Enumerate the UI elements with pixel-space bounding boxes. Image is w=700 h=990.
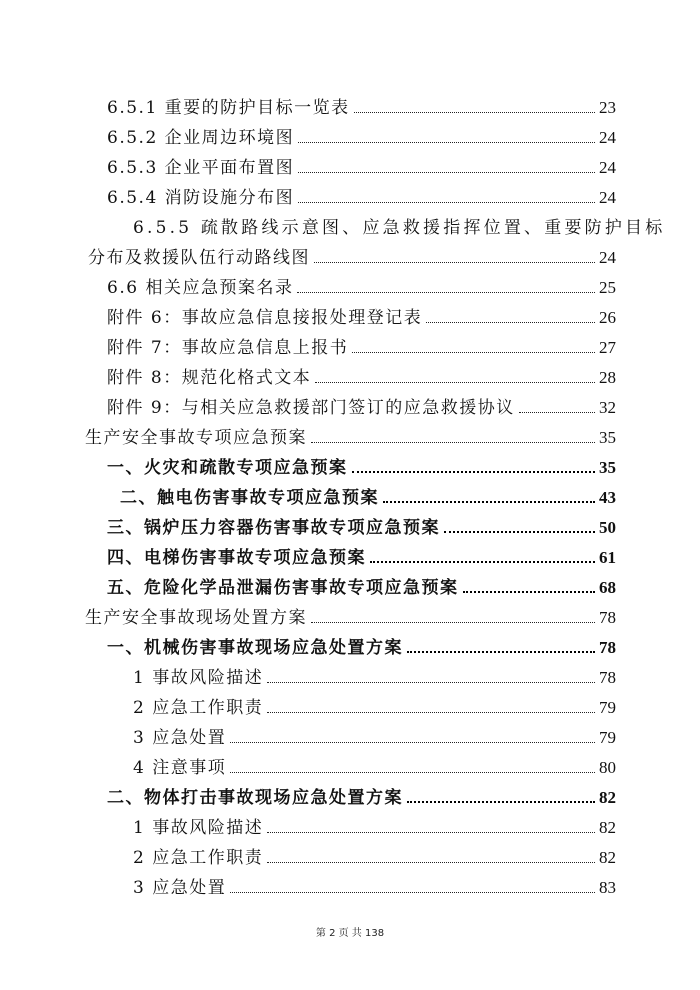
toc-entry[interactable] bbox=[120, 478, 616, 508]
toc-page-number: 79 bbox=[599, 728, 616, 747]
toc-page-number: 28 bbox=[599, 368, 616, 387]
toc-entry-title: 二、物体打击事故现场应急处置方案 bbox=[107, 788, 403, 808]
toc-entry-title: 附件 6：事故应急信息接报处理登记表 bbox=[107, 308, 423, 328]
toc-entry-title: 三、锅炉压力容器伤害事故专项应急预案 bbox=[107, 518, 440, 538]
toc-page-number: 35 bbox=[599, 458, 616, 477]
toc-leader-dots bbox=[311, 622, 595, 623]
toc-entry[interactable] bbox=[107, 388, 616, 418]
toc-page-number: 82 bbox=[599, 788, 616, 807]
toc-leader-dots bbox=[267, 682, 595, 683]
toc-entry-title: 6.5.4 消防设施分布图 bbox=[107, 188, 295, 208]
toc-entry-title: 6.5.3 企业平面布置图 bbox=[107, 158, 295, 178]
toc-page-number: 24 bbox=[599, 188, 616, 207]
toc-entry-title: 3 应急处置 bbox=[133, 878, 227, 898]
toc-page-number: 24 bbox=[599, 248, 616, 267]
toc-entry[interactable] bbox=[107, 328, 616, 358]
toc-leader-dots bbox=[407, 651, 595, 653]
toc-entry-title: 二、触电伤害事故专项应急预案 bbox=[120, 488, 379, 508]
toc-leader-dots bbox=[314, 262, 595, 263]
toc-leader-dots bbox=[426, 322, 595, 323]
toc-entry[interactable] bbox=[107, 268, 616, 298]
toc-leader-dots bbox=[298, 142, 595, 143]
toc-entry-title: 四、电梯伤害事故专项应急预案 bbox=[107, 548, 366, 568]
toc-entry[interactable] bbox=[107, 88, 616, 118]
toc-leader-dots bbox=[297, 292, 595, 293]
toc-page-number: 78 bbox=[599, 638, 616, 657]
toc-page-number: 79 bbox=[599, 698, 616, 717]
toc-entry[interactable] bbox=[133, 208, 666, 238]
toc-leader-dots bbox=[383, 501, 595, 503]
toc-page-number: 35 bbox=[599, 428, 616, 447]
toc-leader-dots bbox=[519, 412, 595, 413]
toc-entry-title: 1 事故风险描述 bbox=[133, 668, 264, 688]
toc-entry-title: 分布及救援队伍行动路线图 bbox=[88, 248, 310, 268]
toc-leader-dots bbox=[267, 862, 595, 863]
page-footer: 第 2 页 共 138 bbox=[315, 928, 385, 939]
toc-page-number: 61 bbox=[599, 548, 616, 567]
toc-entry-title: 一、机械伤害事故现场应急处置方案 bbox=[107, 638, 403, 658]
toc-entry[interactable] bbox=[133, 838, 616, 868]
toc-page-number: 43 bbox=[599, 488, 616, 507]
toc-entry-title: 6.5.5 疏散路线示意图、应急救援指挥位置、重要防护目标 bbox=[133, 218, 666, 238]
toc-entry[interactable] bbox=[107, 148, 616, 178]
toc-entry-title: 附件 9：与相关应急救援部门签订的应急救援协议 bbox=[107, 398, 515, 418]
toc-page-number: 26 bbox=[599, 308, 616, 327]
toc-page-number: 80 bbox=[599, 758, 616, 777]
toc-page-number: 24 bbox=[599, 158, 616, 177]
toc-entry[interactable] bbox=[107, 178, 616, 208]
toc-leader-dots bbox=[298, 202, 595, 203]
toc-leader-dots bbox=[354, 112, 595, 113]
toc-leader-dots bbox=[352, 471, 596, 473]
toc-entry[interactable] bbox=[133, 718, 616, 748]
toc-page-number: 83 bbox=[599, 878, 616, 897]
toc-entry[interactable] bbox=[107, 778, 616, 808]
toc-entry[interactable] bbox=[85, 418, 616, 448]
toc-entry[interactable] bbox=[107, 298, 616, 328]
toc-entry[interactable] bbox=[107, 358, 616, 388]
toc-entry[interactable] bbox=[107, 448, 616, 478]
toc-leader-dots bbox=[444, 531, 595, 533]
toc-entry-title: 生产安全事故现场处置方案 bbox=[85, 608, 307, 628]
toc-page-number: 25 bbox=[599, 278, 616, 297]
toc-entry-title: 2 应急工作职责 bbox=[133, 848, 264, 868]
toc-leader-dots bbox=[407, 801, 595, 803]
toc-entry-title: 附件 7：事故应急信息上报书 bbox=[107, 338, 349, 358]
toc-entry-title: 6.5.1 重要的防护目标一览表 bbox=[107, 98, 350, 118]
toc-page-number: 50 bbox=[599, 518, 616, 537]
toc-entry[interactable] bbox=[133, 808, 616, 838]
toc-leader-dots bbox=[230, 892, 595, 893]
toc-entry-title: 一、火灾和疏散专项应急预案 bbox=[107, 458, 348, 478]
toc-entry[interactable] bbox=[107, 628, 616, 658]
toc-page-number: 82 bbox=[599, 848, 616, 867]
toc-page-number: 78 bbox=[599, 668, 616, 687]
toc-leader-dots bbox=[267, 712, 595, 713]
toc-leader-dots bbox=[298, 172, 595, 173]
toc-entry[interactable] bbox=[88, 238, 616, 268]
toc-entry[interactable] bbox=[133, 868, 616, 898]
toc-entry-title: 6.5.2 企业周边环境图 bbox=[107, 128, 295, 148]
toc-page-number: 68 bbox=[599, 578, 616, 597]
toc-entry[interactable] bbox=[107, 538, 616, 568]
toc-entry-title: 3 应急处置 bbox=[133, 728, 227, 748]
toc-entry-title: 生产安全事故专项应急预案 bbox=[85, 428, 307, 448]
toc-leader-dots bbox=[230, 772, 595, 773]
toc-entry-title: 五、危险化学品泄漏伤害事故专项应急预案 bbox=[107, 578, 459, 598]
toc-page-number: 23 bbox=[599, 98, 616, 117]
toc-entry-title: 4 注意事项 bbox=[133, 758, 227, 778]
toc-leader-dots bbox=[267, 832, 595, 833]
toc-page-number: 24 bbox=[599, 128, 616, 147]
toc-page-number: 82 bbox=[599, 818, 616, 837]
toc-leader-dots bbox=[352, 352, 595, 353]
toc-leader-dots bbox=[230, 742, 595, 743]
toc-entry[interactable] bbox=[107, 508, 616, 538]
toc-leader-dots bbox=[311, 442, 595, 443]
toc-entry-title: 附件 8：规范化格式文本 bbox=[107, 368, 312, 388]
toc-entry-title: 6.6 相关应急预案名录 bbox=[107, 278, 294, 298]
toc-entry-title: 2 应急工作职责 bbox=[133, 698, 264, 718]
toc-page-number: 27 bbox=[599, 338, 616, 357]
toc-entry[interactable] bbox=[107, 568, 616, 598]
toc-entry[interactable] bbox=[85, 598, 616, 628]
toc-leader-dots bbox=[315, 382, 595, 383]
toc-entry[interactable] bbox=[133, 688, 616, 718]
toc-page-number: 78 bbox=[599, 608, 616, 627]
toc-entry-title: 1 事故风险描述 bbox=[133, 818, 264, 838]
toc-entry[interactable] bbox=[107, 118, 616, 148]
toc-entry[interactable] bbox=[133, 658, 616, 688]
toc-entry[interactable] bbox=[133, 748, 616, 778]
toc-leader-dots bbox=[463, 591, 596, 593]
toc-page-number: 32 bbox=[599, 398, 616, 417]
toc-leader-dots bbox=[370, 561, 595, 563]
